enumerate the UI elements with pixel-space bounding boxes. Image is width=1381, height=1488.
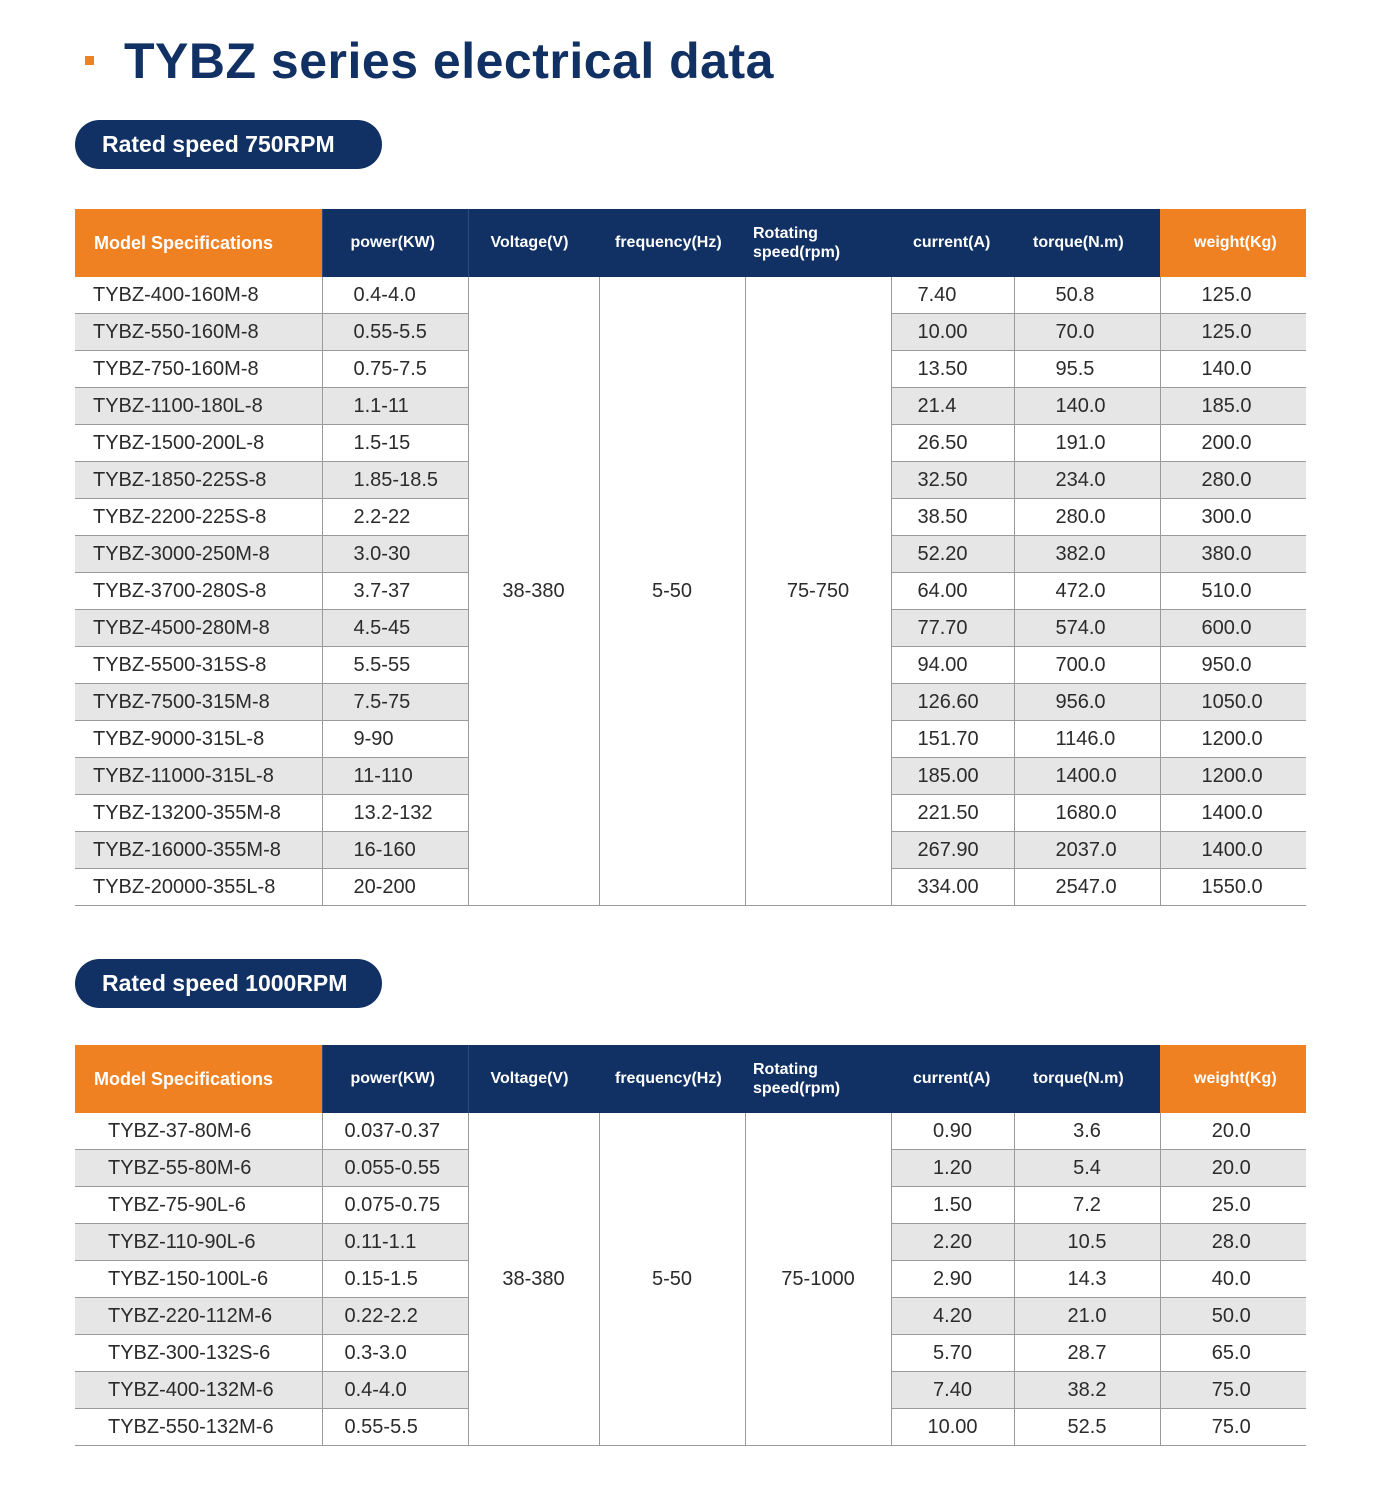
- cell-torque: 191.0: [1014, 425, 1160, 462]
- cell-model: TYBZ-2200-225S-8: [75, 499, 322, 536]
- cell-torque: 7.2: [1014, 1187, 1160, 1224]
- cell-weight: 140.0: [1160, 351, 1306, 388]
- cell-weight: 50.0: [1160, 1298, 1306, 1335]
- cell-rotating-speed: 75-1000: [745, 1113, 891, 1446]
- spec-table-1000rpm: [75, 1045, 1306, 1446]
- cell-torque: 234.0: [1014, 462, 1160, 499]
- cell-current: 2.20: [891, 1224, 1014, 1261]
- cell-torque: 21.0: [1014, 1298, 1160, 1335]
- cell-power: 9-90: [322, 721, 468, 758]
- header-rotating-speed: [745, 1045, 891, 1113]
- cell-weight: 185.0: [1160, 388, 1306, 425]
- table-body-750rpm: [75, 277, 1306, 906]
- cell-power: 0.055-0.55: [322, 1150, 468, 1187]
- cell-model: TYBZ-4500-280M-8: [75, 610, 322, 647]
- cell-current: 13.50: [891, 351, 1014, 388]
- cell-current: 2.90: [891, 1261, 1014, 1298]
- section-label-750rpm: Rated speed 750RPM: [75, 120, 382, 169]
- cell-torque: 50.8: [1014, 277, 1160, 314]
- cell-voltage: 38-380: [468, 1113, 599, 1446]
- cell-power: 2.2-22: [322, 499, 468, 536]
- cell-weight: 950.0: [1160, 647, 1306, 684]
- cell-rotating-speed: 75-750: [745, 277, 891, 906]
- table-row: [75, 277, 1306, 314]
- cell-current: 21.4: [891, 388, 1014, 425]
- header-weight: weight(Kg): [1160, 209, 1306, 277]
- cell-power: 0.15-1.5: [322, 1261, 468, 1298]
- cell-power: 7.5-75: [322, 684, 468, 721]
- cell-power: 1.5-15: [322, 425, 468, 462]
- cell-weight: 1200.0: [1160, 721, 1306, 758]
- cell-model: TYBZ-3700-280S-8: [75, 573, 322, 610]
- cell-torque: 14.3: [1014, 1261, 1160, 1298]
- cell-torque: 70.0: [1014, 314, 1160, 351]
- cell-model: TYBZ-220-112M-6: [75, 1298, 322, 1335]
- cell-weight: 25.0: [1160, 1187, 1306, 1224]
- cell-current: 26.50: [891, 425, 1014, 462]
- cell-weight: 125.0: [1160, 277, 1306, 314]
- cell-model: TYBZ-9000-315L-8: [75, 721, 322, 758]
- cell-current: 94.00: [891, 647, 1014, 684]
- cell-power: 1.1-11: [322, 388, 468, 425]
- cell-model: TYBZ-750-160M-8: [75, 351, 322, 388]
- cell-current: 267.90: [891, 832, 1014, 869]
- cell-weight: 75.0: [1160, 1372, 1306, 1409]
- cell-torque: 2037.0: [1014, 832, 1160, 869]
- header-current: current(A): [891, 1045, 1014, 1113]
- cell-power: 0.75-7.5: [322, 351, 468, 388]
- table-header-row: [75, 209, 1306, 277]
- cell-model: TYBZ-3000-250M-8: [75, 536, 322, 573]
- cell-power: 0.4-4.0: [322, 1372, 468, 1409]
- cell-weight: 40.0: [1160, 1261, 1306, 1298]
- page-title: TYBZ series electrical data: [124, 33, 774, 89]
- cell-model: TYBZ-1850-225S-8: [75, 462, 322, 499]
- cell-power: 0.55-5.5: [322, 314, 468, 351]
- cell-power: 0.4-4.0: [322, 277, 468, 314]
- header-rotating-line2: speed(rpm): [753, 244, 841, 261]
- header-voltage: Voltage(V): [468, 209, 599, 277]
- cell-power: 0.11-1.1: [322, 1224, 468, 1261]
- cell-weight: 28.0: [1160, 1224, 1306, 1261]
- cell-torque: 382.0: [1014, 536, 1160, 573]
- title-bullet: [85, 56, 94, 65]
- cell-model: TYBZ-550-132M-6: [75, 1409, 322, 1446]
- cell-power: 0.22-2.2: [322, 1298, 468, 1335]
- spec-table-750rpm: [75, 209, 1306, 906]
- cell-weight: 300.0: [1160, 499, 1306, 536]
- cell-voltage: 38-380: [468, 277, 599, 906]
- cell-current: 4.20: [891, 1298, 1014, 1335]
- cell-current: 38.50: [891, 499, 1014, 536]
- cell-model: TYBZ-5500-315S-8: [75, 647, 322, 684]
- cell-weight: 65.0: [1160, 1335, 1306, 1372]
- cell-weight: 20.0: [1160, 1113, 1306, 1150]
- cell-weight: 280.0: [1160, 462, 1306, 499]
- cell-current: 1.50: [891, 1187, 1014, 1224]
- cell-power: 13.2-132: [322, 795, 468, 832]
- cell-current: 77.70: [891, 610, 1014, 647]
- header-current: current(A): [891, 209, 1014, 277]
- cell-model: TYBZ-300-132S-6: [75, 1335, 322, 1372]
- cell-current: 64.00: [891, 573, 1014, 610]
- cell-weight: 1200.0: [1160, 758, 1306, 795]
- cell-torque: 140.0: [1014, 388, 1160, 425]
- header-frequency: frequency(Hz): [599, 209, 745, 277]
- cell-weight: 125.0: [1160, 314, 1306, 351]
- cell-power: 1.85-18.5: [322, 462, 468, 499]
- header-power: power(KW): [322, 1045, 468, 1113]
- header-torque: torque(N.m): [1014, 209, 1160, 277]
- cell-weight: 20.0: [1160, 1150, 1306, 1187]
- header-weight: weight(Kg): [1160, 1045, 1306, 1113]
- cell-torque: 95.5: [1014, 351, 1160, 388]
- cell-frequency: 5-50: [599, 1113, 745, 1446]
- cell-current: 221.50: [891, 795, 1014, 832]
- cell-weight: 600.0: [1160, 610, 1306, 647]
- cell-torque: 1146.0: [1014, 721, 1160, 758]
- cell-frequency: 5-50: [599, 277, 745, 906]
- cell-torque: 472.0: [1014, 573, 1160, 610]
- header-model: Model Specifications: [75, 1045, 322, 1113]
- cell-model: TYBZ-16000-355M-8: [75, 832, 322, 869]
- header-power: power(KW): [322, 209, 468, 277]
- cell-power: 0.55-5.5: [322, 1409, 468, 1446]
- cell-model: TYBZ-55-80M-6: [75, 1150, 322, 1187]
- cell-power: 20-200: [322, 869, 468, 906]
- table-header-row: [75, 1045, 1306, 1113]
- cell-weight: 75.0: [1160, 1409, 1306, 1446]
- cell-torque: 10.5: [1014, 1224, 1160, 1261]
- cell-weight: 1050.0: [1160, 684, 1306, 721]
- table-body-1000rpm: [75, 1113, 1306, 1446]
- cell-model: TYBZ-150-100L-6: [75, 1261, 322, 1298]
- cell-current: 151.70: [891, 721, 1014, 758]
- table-row: [75, 1113, 1306, 1150]
- cell-model: TYBZ-37-80M-6: [75, 1113, 322, 1150]
- cell-torque: 280.0: [1014, 499, 1160, 536]
- cell-current: 126.60: [891, 684, 1014, 721]
- cell-model: TYBZ-13200-355M-8: [75, 795, 322, 832]
- cell-weight: 1400.0: [1160, 795, 1306, 832]
- cell-torque: 956.0: [1014, 684, 1160, 721]
- header-rotating-line2: speed(rpm): [753, 1080, 841, 1097]
- cell-model: TYBZ-400-132M-6: [75, 1372, 322, 1409]
- cell-current: 7.40: [891, 277, 1014, 314]
- cell-torque: 1680.0: [1014, 795, 1160, 832]
- cell-model: TYBZ-1500-200L-8: [75, 425, 322, 462]
- cell-current: 1.20: [891, 1150, 1014, 1187]
- cell-torque: 700.0: [1014, 647, 1160, 684]
- header-rotating-line1: Rotating: [753, 225, 818, 242]
- cell-weight: 510.0: [1160, 573, 1306, 610]
- cell-current: 185.00: [891, 758, 1014, 795]
- cell-model: TYBZ-11000-315L-8: [75, 758, 322, 795]
- cell-weight: 200.0: [1160, 425, 1306, 462]
- cell-power: 0.075-0.75: [322, 1187, 468, 1224]
- cell-model: TYBZ-550-160M-8: [75, 314, 322, 351]
- cell-torque: 52.5: [1014, 1409, 1160, 1446]
- cell-weight: 1550.0: [1160, 869, 1306, 906]
- header-model: Model Specifications: [75, 209, 322, 277]
- cell-torque: 2547.0: [1014, 869, 1160, 906]
- cell-weight: 1400.0: [1160, 832, 1306, 869]
- cell-weight: 380.0: [1160, 536, 1306, 573]
- cell-torque: 574.0: [1014, 610, 1160, 647]
- cell-torque: 28.7: [1014, 1335, 1160, 1372]
- cell-torque: 38.2: [1014, 1372, 1160, 1409]
- cell-model: TYBZ-75-90L-6: [75, 1187, 322, 1224]
- header-rotating-speed: [745, 209, 891, 277]
- cell-power: 5.5-55: [322, 647, 468, 684]
- cell-power: 3.0-30: [322, 536, 468, 573]
- cell-power: 0.3-3.0: [322, 1335, 468, 1372]
- header-frequency: frequency(Hz): [599, 1045, 745, 1113]
- cell-torque: 3.6: [1014, 1113, 1160, 1150]
- section-label-1000rpm: Rated speed 1000RPM: [75, 959, 382, 1008]
- cell-torque: 5.4: [1014, 1150, 1160, 1187]
- cell-current: 7.40: [891, 1372, 1014, 1409]
- cell-current: 52.20: [891, 536, 1014, 573]
- cell-model: TYBZ-7500-315M-8: [75, 684, 322, 721]
- cell-power: 3.7-37: [322, 573, 468, 610]
- cell-model: TYBZ-400-160M-8: [75, 277, 322, 314]
- cell-power: 11-110: [322, 758, 468, 795]
- header-rotating-line1: Rotating: [753, 1061, 818, 1078]
- cell-power: 0.037-0.37: [322, 1113, 468, 1150]
- cell-current: 0.90: [891, 1113, 1014, 1150]
- header-torque: torque(N.m): [1014, 1045, 1160, 1113]
- cell-current: 10.00: [891, 314, 1014, 351]
- cell-model: TYBZ-110-90L-6: [75, 1224, 322, 1261]
- cell-current: 5.70: [891, 1335, 1014, 1372]
- cell-model: TYBZ-1100-180L-8: [75, 388, 322, 425]
- cell-model: TYBZ-20000-355L-8: [75, 869, 322, 906]
- cell-torque: 1400.0: [1014, 758, 1160, 795]
- cell-current: 10.00: [891, 1409, 1014, 1446]
- cell-power: 4.5-45: [322, 610, 468, 647]
- header-voltage: Voltage(V): [468, 1045, 599, 1113]
- cell-power: 16-160: [322, 832, 468, 869]
- cell-current: 334.00: [891, 869, 1014, 906]
- cell-current: 32.50: [891, 462, 1014, 499]
